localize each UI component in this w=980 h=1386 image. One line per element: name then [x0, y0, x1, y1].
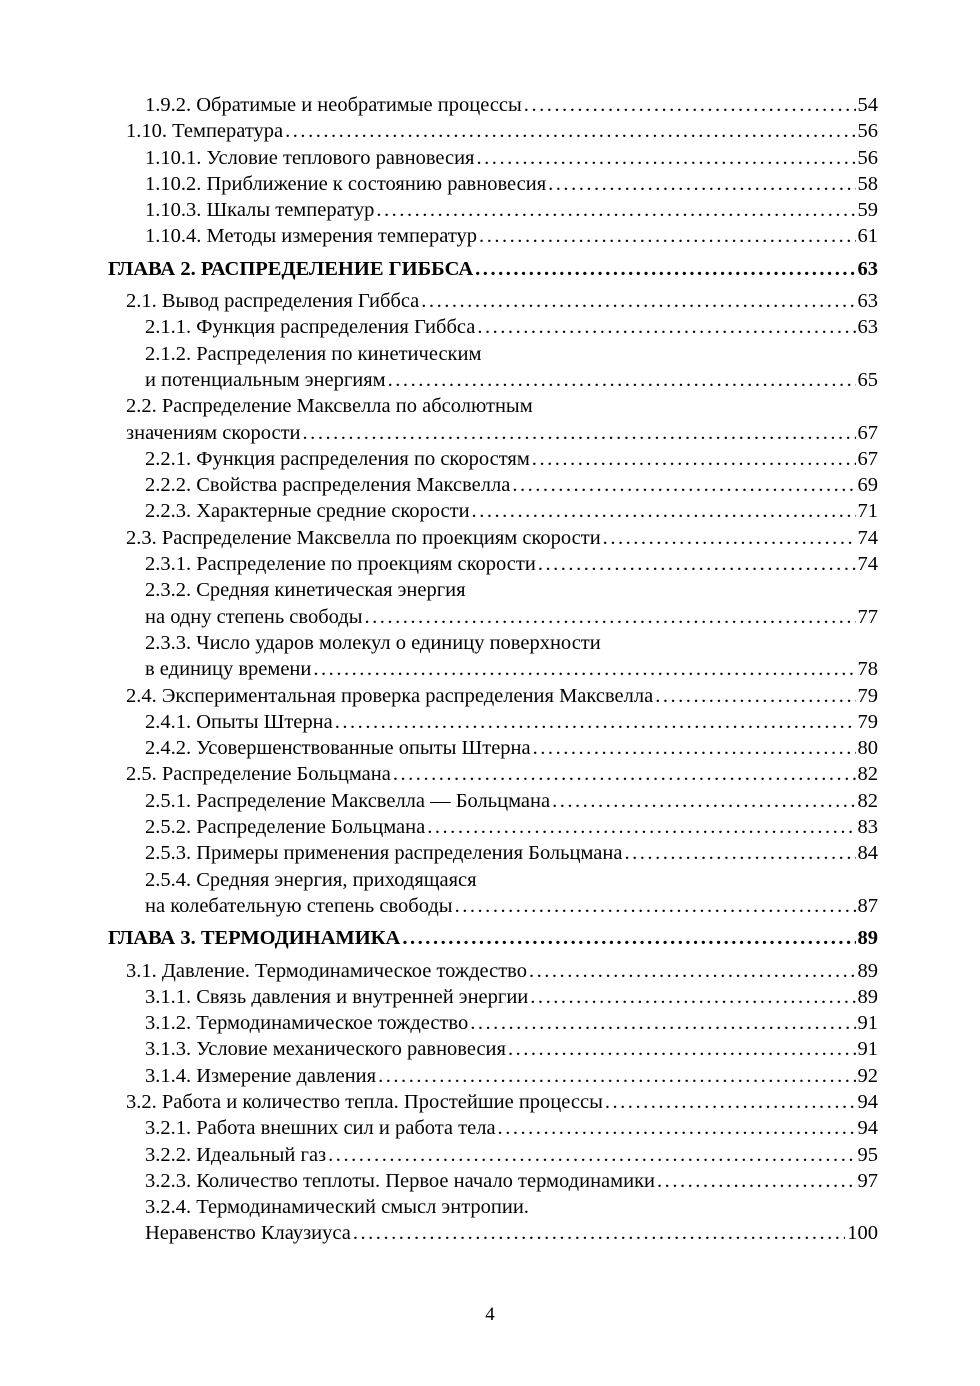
toc-entry-title: 2.5.3. Примеры применения распределения Больцмана — [145, 842, 623, 865]
toc-entry — [108, 472, 878, 498]
toc-entry-page: 82 — [857, 789, 878, 812]
toc-entry-page: 61 — [857, 225, 878, 248]
toc-entry-page: 94 — [857, 1090, 878, 1113]
toc-entry-title: 2.2.1. Функция распределения по скоростям — [145, 447, 530, 470]
toc-entry — [108, 984, 878, 1010]
toc-entry-page: 91 — [857, 1012, 878, 1035]
toc-entry-title: 1.9.2. Обратимые и необратимые процессы — [145, 94, 522, 116]
dot-leader — [512, 472, 855, 498]
toc-entry-page: 71 — [857, 500, 878, 523]
dot-leader — [427, 814, 855, 840]
dot-leader — [475, 256, 855, 282]
toc-entry-title: 1.10.4. Методы измерения температур — [145, 225, 478, 248]
dot-leader — [530, 984, 855, 1010]
toc-entry-page: 97 — [857, 1169, 878, 1192]
toc-entry-title: 2.1.1. Функция распределения Гиббса — [145, 316, 476, 339]
toc-entry — [108, 709, 878, 735]
dot-leader — [364, 604, 855, 630]
toc-entry-title: 3.1.3. Условие механического равновесия — [145, 1038, 506, 1061]
toc-entry — [108, 551, 878, 577]
toc-entry-page: 77 — [857, 605, 878, 628]
toc-entry-title: 1.10.2. Приближение к состоянию равновесия — [145, 172, 547, 195]
toc-entry-title-line: 2.3.2. Средняя кинетическая энергия — [145, 579, 466, 602]
toc-entry — [108, 735, 878, 761]
table-of-contents — [108, 92, 878, 1247]
toc-entry — [108, 958, 878, 984]
toc-entry-page: 100 — [847, 1222, 878, 1245]
toc-entry-page: 89 — [857, 985, 878, 1008]
dot-leader — [477, 145, 856, 171]
dot-leader — [328, 1142, 855, 1168]
toc-entry-title: 2.5. Распределение Больцмана — [126, 763, 391, 786]
toc-entry-title-line: 2.2. Распределение Максвелла по абсолютным — [126, 395, 533, 418]
toc-entry-page: 89 — [857, 959, 878, 982]
toc-chapter-entry — [108, 925, 878, 951]
dot-leader — [388, 367, 856, 393]
toc-entry-page: 91 — [857, 1038, 878, 1061]
toc-entry-title: 2.4.1. Опыты Штерна — [145, 710, 333, 733]
toc-entry — [108, 683, 878, 709]
toc-entry-title: 3.2. Работа и количество тепла. Простейшие процессы — [126, 1090, 603, 1113]
toc-entry — [108, 893, 878, 919]
toc-entry-title: 3.2.2. Идеальный газ — [145, 1143, 327, 1166]
toc-entry — [108, 171, 878, 197]
toc-entry-title: и потенциальным энергиям — [145, 368, 386, 391]
toc-entry — [108, 525, 878, 551]
toc-entry — [108, 1063, 878, 1089]
dot-leader — [524, 92, 856, 118]
toc-entry-page: 79 — [857, 684, 878, 707]
toc-entry-title: 2.3.1. Распределение по проекциям скорости — [145, 553, 536, 576]
toc-entry-page: 89 — [857, 927, 878, 950]
dot-leader — [472, 498, 856, 524]
toc-entry-page: 80 — [857, 737, 878, 760]
dot-leader — [655, 683, 855, 709]
toc-entry-title: ГЛАВА 2. РАСПРЕДЕЛЕНИЕ ГИББСА — [108, 257, 474, 280]
dot-leader — [455, 893, 856, 919]
toc-entry — [108, 446, 878, 472]
toc-entry — [108, 604, 878, 630]
dot-leader — [605, 1089, 856, 1115]
dot-leader — [603, 525, 856, 551]
toc-entry-title: 3.1. Давление. Термодинамическое тождество — [126, 959, 527, 982]
toc-entry — [108, 1036, 878, 1062]
toc-entry-title: ГЛАВА 3. ТЕРМОДИНАМИКА — [108, 927, 401, 950]
dot-leader — [393, 761, 856, 787]
toc-entry-page: 63 — [857, 316, 878, 339]
toc-entry-page: 82 — [857, 763, 878, 786]
toc-entry — [108, 814, 878, 840]
toc-entry-page: 74 — [857, 553, 878, 576]
toc-entry-title: 3.2.3. Количество теплоты. Первое начало термодинамики — [145, 1169, 656, 1192]
toc-entry-page: 87 — [857, 894, 878, 917]
dot-leader — [538, 551, 856, 577]
toc-entry — [108, 1220, 878, 1246]
toc-entry-page: 56 — [857, 120, 878, 143]
dot-leader — [477, 314, 855, 340]
dot-leader — [533, 735, 856, 761]
toc-entry-page: 95 — [857, 1143, 878, 1166]
dot-leader — [402, 925, 855, 951]
toc-entry-page: 69 — [857, 474, 878, 497]
toc-entry-page: 83 — [857, 816, 878, 839]
toc-entry-title: 1.10. Температура — [126, 120, 284, 143]
dot-leader — [552, 788, 855, 814]
dot-leader — [657, 1168, 855, 1194]
toc-entry — [108, 367, 878, 393]
dot-leader — [529, 958, 856, 984]
dot-leader — [548, 171, 855, 197]
dot-leader — [532, 446, 856, 472]
toc-entry-page: 84 — [857, 842, 878, 865]
toc-entry-page: 78 — [857, 658, 878, 681]
toc-entry-page: 67 — [857, 421, 878, 444]
toc-entry-title-line: 2.1.2. Распределения по кинетическим — [145, 342, 482, 365]
dot-leader — [335, 709, 856, 735]
toc-entry — [108, 92, 878, 118]
toc-entry-page: 94 — [857, 1117, 878, 1140]
toc-entry-page: 74 — [857, 526, 878, 549]
toc-entry — [108, 840, 878, 866]
toc-entry-title: 2.4.2. Усовершенствованные опыты Штерна — [145, 737, 531, 760]
toc-entry — [108, 1168, 878, 1194]
toc-entry — [108, 145, 878, 171]
toc-entry — [108, 223, 878, 249]
dot-leader — [378, 1063, 855, 1089]
toc-entry-page: 58 — [857, 172, 878, 195]
toc-entry — [108, 288, 878, 314]
dot-leader — [470, 1010, 855, 1036]
dot-leader — [624, 840, 855, 866]
toc-entry-title: 3.2.1. Работа внешних сил и работа тела — [145, 1117, 496, 1140]
toc-entry — [108, 761, 878, 787]
toc-entry — [108, 498, 878, 524]
toc-entry-title: 3.1.4. Измерение давления — [145, 1064, 377, 1087]
toc-entry — [108, 1089, 878, 1115]
toc-entry-title: 2.1. Вывод распределения Гиббса — [126, 290, 420, 313]
toc-entry — [108, 656, 878, 682]
toc-entry-title: 2.2.3. Характерные средние скорости — [145, 500, 470, 523]
dot-leader — [479, 223, 855, 249]
toc-entry-title: 2.3. Распределение Максвелла по проекциям скорости — [126, 526, 601, 549]
toc-entry — [108, 420, 878, 446]
toc-entry-page: 56 — [857, 146, 878, 169]
toc-entry-title: на колебательную степень свободы — [145, 894, 453, 917]
toc-entry — [108, 197, 878, 223]
toc-entry-page: 59 — [857, 199, 878, 222]
toc-entry-page: 63 — [857, 257, 878, 280]
toc-entry — [108, 1010, 878, 1036]
toc-chapter-entry — [108, 256, 878, 282]
toc-entry-title-line: 2.3.3. Число ударов молекул о единицу поверхности — [145, 631, 601, 654]
toc-entry — [108, 314, 878, 340]
dot-leader — [353, 1220, 845, 1246]
toc-entry-page: 54 — [857, 94, 878, 116]
toc-entry-page: 63 — [857, 290, 878, 313]
toc-entry-title: 2.5.2. Распределение Больцмана — [145, 816, 426, 839]
dot-leader — [508, 1036, 856, 1062]
toc-entry — [108, 1142, 878, 1168]
toc-entry-page: 65 — [857, 368, 878, 391]
dot-leader — [421, 288, 855, 314]
toc-entry — [108, 1115, 878, 1141]
toc-entry-title: Неравенство Клаузиуса — [145, 1222, 351, 1245]
dot-leader — [376, 197, 855, 223]
toc-entry-title-line: 2.5.4. Средняя энергия, приходящаяся — [145, 868, 477, 891]
toc-entry-title: 3.1.1. Связь давления и внутренней энергии — [145, 985, 529, 1008]
toc-entry-title: в единицу времени — [145, 658, 312, 681]
toc-entry-page: 79 — [857, 710, 878, 733]
toc-entry-title: 1.10.3. Шкалы температур — [145, 199, 375, 222]
page-number: 4 — [485, 1304, 495, 1325]
toc-entry-title-line: 3.2.4. Термодинамический смысл энтропии. — [145, 1196, 529, 1219]
toc-entry-page: 67 — [857, 447, 878, 470]
toc-entry-title: на одну степень свободы — [145, 605, 363, 628]
toc-entry-title: 2.2.2. Свойства распределения Максвелла — [145, 474, 511, 497]
toc-entry-title: 2.4. Экспериментальная проверка распределения Максвелла — [126, 684, 654, 707]
toc-entry-title: значениям скорости — [126, 421, 301, 444]
toc-entry-title: 3.1.2. Термодинамическое тождество — [145, 1012, 469, 1035]
toc-entry-page: 92 — [857, 1064, 878, 1087]
dot-leader — [285, 118, 855, 144]
toc-entry-title: 2.5.1. Распределение Максвелла — Больцмана — [145, 789, 551, 812]
dot-leader — [498, 1115, 856, 1141]
toc-entry — [108, 118, 878, 144]
dot-leader — [313, 656, 855, 682]
dot-leader — [303, 420, 856, 446]
toc-entry-title: 1.10.1. Условие теплового равновесия — [145, 146, 475, 169]
toc-entry — [108, 788, 878, 814]
